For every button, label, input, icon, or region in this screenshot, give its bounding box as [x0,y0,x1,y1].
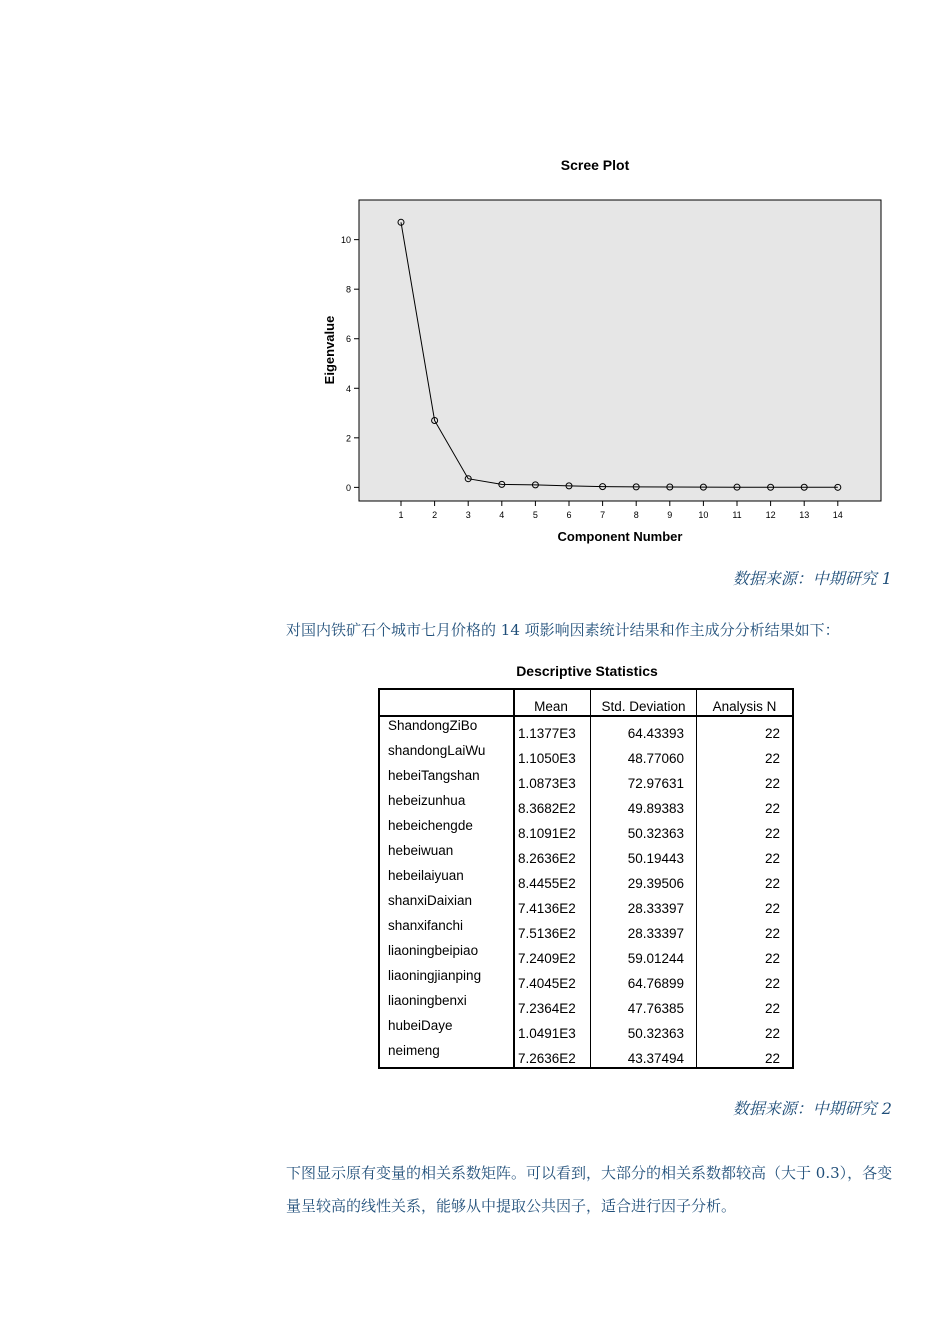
table-row [379,792,793,817]
source-caption-2: 数据来源：中期研究 2 [732,1099,892,1118]
descriptive-statistics-table [378,688,794,1069]
cell-mean: 1.0491E3 [518,1026,576,1041]
cell-variable: liaoningbeipiao [379,942,514,967]
header-std-deviation: Std. Deviation [591,689,697,716]
scree-plot [310,150,890,550]
cell-analysis-n: 22 [697,942,794,967]
cell-analysis-n: 22 [697,767,794,792]
x-tick-label: 11 [732,510,742,520]
cell-std-deviation: 49.89383 [591,792,697,817]
cell-std-deviation: 50.19443 [591,842,697,867]
cell-mean: 7.5136E2 [518,926,576,941]
cell-mean: 1.1050E3 [518,751,576,766]
cell-analysis-n: 22 [697,917,794,942]
cell-std-deviation: 50.32363 [591,817,697,842]
table-row [379,967,793,992]
cell-analysis-n: 22 [697,892,794,917]
cell-analysis-n: 22 [697,867,794,892]
cell-std-deviation: 29.39506 [591,867,697,892]
cell-variable: hebeichengde [379,817,514,842]
y-axis [341,235,359,493]
cell-mean: 7.2364E2 [518,1001,576,1016]
y-tick-label: 6 [345,334,351,345]
table-row [379,842,793,867]
cell-variable: liaoningbenxi [379,992,514,1017]
cell-std-deviation: 47.76385 [591,992,697,1017]
cell-variable: shanxiDaixian [379,892,514,917]
x-tick-label: 12 [765,510,776,520]
cell-std-deviation: 28.33397 [591,892,697,917]
cell-variable: hebeiwuan [379,842,514,867]
cell-mean: 8.2636E2 [518,851,576,866]
cell-std-deviation: 50.32363 [591,1017,697,1042]
table-row [379,1017,793,1042]
cell-analysis-n: 22 [697,716,794,742]
table-row [379,742,793,767]
x-tick-label: 14 [832,510,843,520]
cell-mean: 7.4045E2 [518,976,576,991]
x-tick-label: 3 [465,510,471,520]
header-cell [379,689,514,716]
x-tick-label: 9 [667,510,673,520]
cell-mean: 7.2409E2 [518,951,576,966]
table-row [379,917,793,942]
header-analysis-n: Analysis N [697,689,794,716]
cell-analysis-n: 22 [697,817,794,842]
cell-std-deviation: 43.37494 [591,1042,697,1068]
source-caption-1: 数据来源：中期研究 1 [732,569,892,588]
table-header-row [379,689,793,716]
cell-variable: hebeiTangshan [379,767,514,792]
cell-std-deviation: 28.33397 [591,917,697,942]
y-axis-label: Eigenvalue [322,315,337,385]
x-axis-label: Component Number [557,529,683,544]
x-tick-label: 13 [799,510,810,520]
y-tick-label: 8 [345,284,351,295]
y-tick-label: 2 [345,433,351,444]
table-row [379,892,793,917]
x-axis [398,501,842,520]
x-tick-label: 10 [698,510,709,520]
table-row [379,767,793,792]
cell-variable: shanxifanchi [379,917,514,942]
cell-variable: hebeizunhua [379,792,514,817]
cell-std-deviation: 59.01244 [591,942,697,967]
cell-variable: ShandongZiBo [379,716,514,742]
cell-variable: hebeilaiyuan [379,867,514,892]
x-tick-label: 1 [398,510,404,520]
cell-mean: 7.4136E2 [518,901,576,916]
plot-area [359,200,881,501]
table-row [379,716,793,742]
y-tick-label: 4 [345,383,351,394]
table-row [379,1042,793,1068]
cell-analysis-n: 22 [697,842,794,867]
cell-variable: liaoningjianping [379,967,514,992]
cell-variable: shandongLaiWu [379,742,514,767]
cell-analysis-n: 22 [697,1042,794,1068]
x-tick-label: 8 [633,510,639,520]
cell-analysis-n: 22 [697,792,794,817]
cell-analysis-n: 22 [697,967,794,992]
cell-analysis-n: 22 [697,992,794,1017]
cell-analysis-n: 22 [697,742,794,767]
table-row [379,992,793,1017]
cell-std-deviation: 64.43393 [591,716,697,742]
correlation-paragraph: 下图显示原有变量的相关系数矩阵。可以看到，大部分的相关系数都较高（大于 0.3），各变量呈较高的线性关系，能够从中提取公共因子，适合进行因子分析。 [286,1164,893,1215]
table-row [379,942,793,967]
cell-mean: 1.0873E3 [518,776,576,791]
cell-variable: neimeng [379,1042,514,1068]
stats-table-title: Descriptive Statistics [516,663,658,679]
x-tick-label: 5 [532,510,538,520]
header-mean: Mean [514,689,591,716]
cell-std-deviation: 64.76899 [591,967,697,992]
cell-std-deviation: 72.97631 [591,767,697,792]
y-tick-label: 10 [340,235,351,246]
cell-std-deviation: 48.77060 [591,742,697,767]
table-row [379,867,793,892]
x-tick-label: 2 [432,510,438,520]
cell-analysis-n: 22 [697,1017,794,1042]
intro-paragraph: 对国内铁矿石个城市七月价格的 14 项影响因素统计结果和作主成分分析结果如下： [286,621,840,639]
cell-mean: 7.2636E2 [514,1042,591,1068]
cell-mean: 8.1091E2 [518,826,576,841]
table-row [379,817,793,842]
x-tick-label: 6 [566,510,572,520]
y-tick-label: 0 [345,482,351,493]
cell-mean: 1.1377E3 [518,726,576,741]
cell-mean: 8.4455E2 [518,876,576,891]
cell-variable: hubeiDaye [379,1017,514,1042]
cell-mean: 8.3682E2 [518,801,576,816]
chart-title: Scree Plot [560,157,630,173]
x-tick-label: 7 [600,510,606,520]
x-tick-label: 4 [499,510,505,520]
